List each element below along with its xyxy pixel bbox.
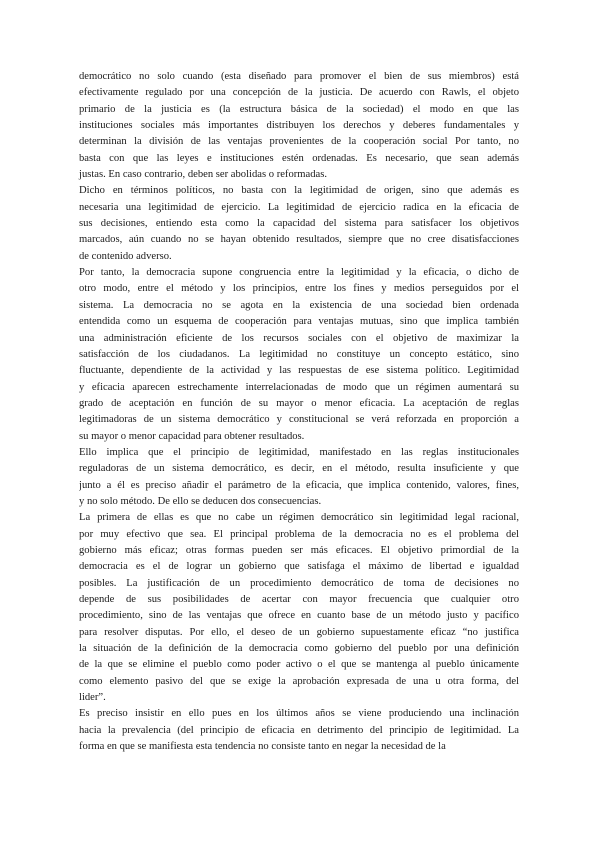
paragraph — [79, 265, 519, 445]
text-line: Dicho en términos políticos, no basta con la legitimidad de origen, sino que además es — [79, 185, 519, 197]
text-line: de la que se elimine el pueblo como poder activo o el que se mantenga al pueblo únicamente — [79, 659, 519, 671]
text-line: determinan la división de las ventajas provenientes de la cooperación social Por tanto, no — [79, 136, 519, 148]
paragraph — [79, 69, 519, 183]
text-line: legitimadoras de un sistema democrático y constitucional se verá reforzada en proporción a — [79, 414, 519, 426]
text-line: efectivamente regulado por una concepción de la justicia. De acuerdo con Rawls, el objeto — [79, 87, 519, 99]
text-line: junto a él es preciso añadir el parámetro de la eficacia, que implica contenido, valores, fines, — [79, 479, 519, 491]
text-line: marcados, aún cuando no se hayan obtenido resultados, siempre que no cree disatisfacciones — [79, 234, 519, 246]
text-line: posibles. La justificación de un procedimiento democrático de toma de decisiones no — [79, 577, 519, 589]
text-line: democracia es el de lograr un gobierno que satisfaga el máximo de libertad e igualdad — [79, 561, 519, 573]
text-line: Es preciso insistir en ello pues en los últimos años se viene produciendo una inclinación — [79, 708, 519, 720]
text-line: democrático no solo cuando (esta diseñado para promover el bien de sus miembros) está — [79, 71, 519, 82]
text-line: Por tanto, la democracia supone congruencia entre la legitimidad y la eficacia, o dicho de — [79, 267, 519, 279]
text-line: Ello implica que el principio de legitimidad, manifestado en las reglas institucionales — [79, 446, 519, 458]
text-line: para resolver disputas. Por ello, el deseo de un gobierno supuestamente eficaz “no justifica — [79, 626, 519, 638]
text-line: necesaria una legitimidad de ejercicio. La legitimidad de ejercicio radica en la eficacia de — [79, 201, 519, 213]
text-line: sistema. La democracia no se agota en la existencia de una sociedad bien ordenada — [79, 299, 519, 311]
text-line: entendida como un esquema de cooperación para ventajas mutuas, sino que implica también — [79, 316, 519, 328]
text-line: procedimiento, sino de las ventajas que ofrece en cuanto base de un método justo y pacífico — [79, 610, 519, 622]
text-line: reguladoras de un sistema democrático, es decir, en el método, resulta insuficiente y que — [79, 463, 519, 475]
text-line: lider”. — [79, 692, 106, 704]
text-line: gobierno más eficaz; otras formas pueden ser más eficaces. El objetivo primordial de la — [79, 544, 519, 556]
text-line: justas. En caso contrario, deben ser abolidas o reformadas. — [79, 169, 327, 181]
text-line: primario de la justicia es (la estructura básica de la sociedad) el modo en que las — [79, 103, 519, 115]
text-line: depende de sus posibilidades de acertar con mayor frecuencia que cualquier otro — [79, 594, 519, 605]
paragraph — [79, 445, 519, 510]
text-line: satisfacción de los ciudadanos. La legitimidad no constituye un concepto estático, sino — [79, 348, 519, 360]
text-line: hacia la prevalencia (del principio de eficacia en detrimento del principio de legitimidad. La — [79, 724, 519, 736]
text-line: y no solo método. De ello se deducen dos consecuencias. — [79, 495, 322, 507]
text-line: su mayor o menor capacidad para obtener resultados. — [79, 430, 305, 442]
paragraph — [79, 510, 519, 706]
text-line: y eficacia aparecen estrechamente interrelacionadas de modo que un régimen aumentará su — [79, 381, 519, 393]
text-line: La primera de ellas es que no cabe un régimen democrático sin legitimidad legal racional, — [79, 512, 519, 524]
text-line: la situación de la definición de la democracia como gobierno del pueblo por una definición — [79, 643, 519, 655]
text-line: otro modo, entre el método y los principios, entre los fines y medios perseguidos por el — [79, 283, 519, 295]
text-line: de contenido adverso. — [79, 250, 172, 262]
text-line: basta con que las leyes e instituciones estén ordenadas. Es necesario, que sean además — [79, 152, 519, 164]
paragraph — [79, 183, 519, 265]
text-line: sus decisiones, entiendo esta como la capacidad del sistema para satisfacer los objetivos — [79, 218, 519, 230]
text-line: grado de aceptación en función de su mayor o menor eficacia. La aceptación de reglas — [79, 397, 519, 409]
text-line: forma en que se manifiesta esta tendencia no consiste tanto en negar la necesidad de la — [79, 741, 446, 753]
paragraph — [79, 706, 519, 755]
text-line: una administración eficiente de los recursos sociales con el objetivo de maximizar la — [79, 332, 519, 344]
text-line: instituciones sociales más importantes distribuyen los derechos y deberes fundamentales y — [79, 120, 519, 132]
body-text — [79, 69, 519, 755]
text-line: por muy efectivo que sea. El principal problema de la democracia no es el problema del — [79, 528, 519, 540]
text-line: como elemento pasivo del que se exige la aprobación expresada de una u otra forma, del — [79, 675, 519, 687]
text-line: fluctuante, dependiente de la actividad y las respuestas de ese sistema político. Legitimidad — [79, 365, 519, 377]
